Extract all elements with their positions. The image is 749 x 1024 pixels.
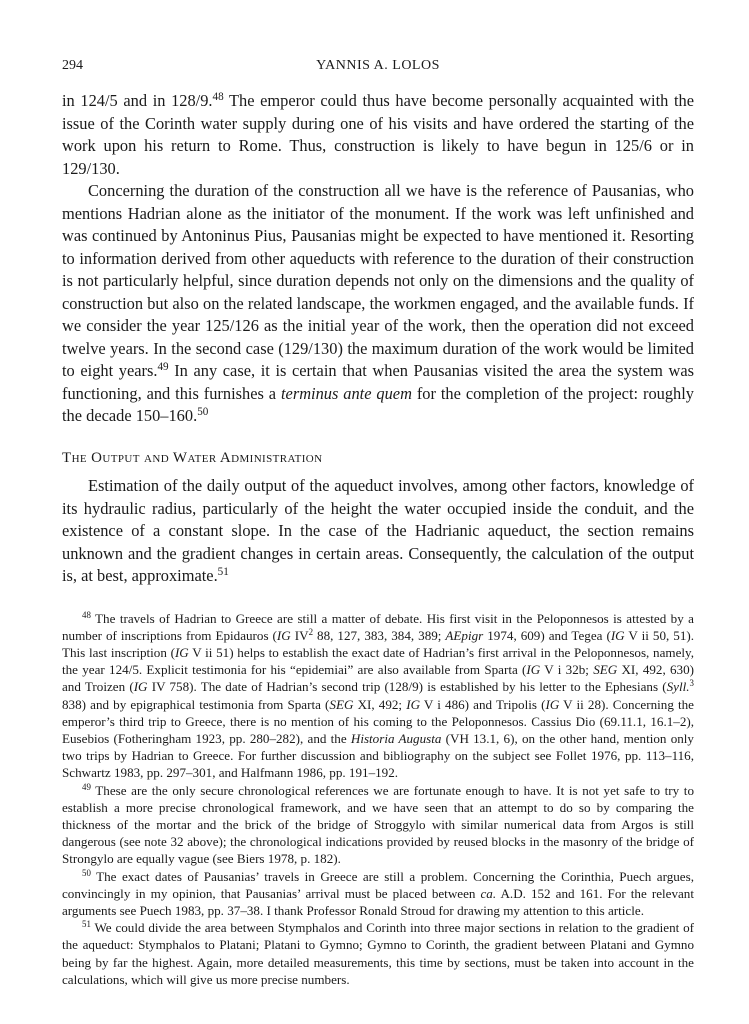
footnote: [62, 919, 694, 988]
italic-text: terminus ante quem: [280, 383, 412, 403]
text-run: V ii 28). Concerning the emperor’s third trip to Greece, there is no mention of his coming to the Peloponnesos. Cassius Dio (69.11.1, 16.1–2), Eusebios (Fotheringham 1923, pp. 280–282), and the: [62, 696, 694, 746]
italic-text: SEG: [593, 662, 618, 678]
text-run: XI, 492, 630) and Troizen (: [62, 662, 695, 695]
text-run: Estimation of the daily output of the aqueduct involves, among other factors, knowledge of its hydraulic radius, particularly of the height the water occupied inside the conduit, and the existence of a constant slope. In the case of the Hadrianic aqueduct, the section remains unknown and the gradient changes in certain areas. Consequently, the calculation of the output is, at best, approximate.: [62, 476, 694, 585]
body-text: [62, 90, 694, 588]
note-ref: 49: [157, 360, 169, 373]
text-run: IV 758). The date of Hadrian’s second trip (128/9) is established by his letter to the Ephesians (: [147, 679, 667, 695]
italic-text: IG: [133, 679, 148, 695]
italic-text: Syll.: [666, 679, 690, 695]
paragraphs: [62, 90, 694, 428]
text-run: In any case, it is certain that when Pausanias visited the area the system was functioning, and this furnishes a: [62, 361, 694, 403]
italic-text: SEG: [329, 696, 354, 712]
note-ref: 48: [212, 90, 224, 103]
text-run: XI, 492;: [353, 696, 407, 712]
text-run: 1974, 609) and Tegea (: [483, 627, 611, 643]
running-head: YANNIS A. LOLOS: [316, 58, 440, 73]
italic-text: Historia Augusta: [350, 730, 442, 746]
text-run: The travels of Hadrian to Greece are still a matter of debate. His first visit in the Peloponnesos is attested by a number of inscriptions from Epidauros (: [62, 610, 694, 643]
section-title: The Output and Water Administration: [62, 449, 323, 466]
italic-text: IG: [610, 627, 625, 643]
text-run: in 124/5 and in 128/9.: [62, 91, 213, 110]
text-run: for the completion of the project: roughly the decade 150–160.: [62, 383, 694, 425]
note-ref: 50: [82, 867, 91, 878]
text-run: The exact dates of Pausanias’ travels in Greece are still a problem. Concerning the Corinthia, Puech argues, convincingly in my opinion, that Pausanias’ arrival must be placed between: [62, 868, 694, 901]
footnote: [62, 868, 694, 920]
italic-text: IG: [276, 627, 291, 643]
text-run: V ii 51) helps to establish the exact date of Hadrian’s first arrival in the Peloponnesos, namely, the year 124/5. Explicit testimonia for his “epidemiai” are also available from Sparta (: [62, 644, 694, 678]
italic-text: IG: [174, 644, 189, 660]
text-run: We could divide the area between Stymphalos and Corinth into three major sections in relation to the gradient of the aqueduct: Stymphalos to Platani; Platani to Gymno; Gymno to Corinth, the gradient between Platani and Gymno being by far the highest. Again, more detailed measurements, this time by sections, must be taken into account in the calculations, which will give us more precise numbers.: [62, 920, 694, 987]
text-run: V i 32b;: [540, 662, 594, 678]
note-ref: 48: [82, 609, 91, 620]
italic-text: IG: [545, 696, 560, 712]
text-run: V i 486) and Tripolis (: [420, 696, 546, 712]
text-run: V ii 50, 51). This last inscription (: [62, 627, 694, 660]
page: [62, 58, 694, 988]
paragraph: [62, 90, 694, 180]
text-run: IV: [290, 627, 309, 643]
note-ref: 51: [82, 919, 91, 930]
italic-text: IG: [406, 696, 421, 712]
text-run: Concerning the duration of the construction all we have is the reference of Pausanias, who mentions Hadrian alone as the initiator of the monument. If the work was left unfinished and was continued by Antoninus Pius, Pausanias might be expected to have mentioned it. Resorting to information derived from other aqueducts with reference to the duration of their construction is not particularly helpful, since duration depends not only on the dimensions and the quality of construction but also on the related landscape, the workmen engaged, and the available funds. If we consider the year 125/126 as the initial year of the work, then the operation did not exceed twelve years. In the second case (129/130) the maximum duration of the work would be limited to eight years.: [62, 181, 694, 380]
text-run: A.D. 152 and 161. For the relevant arguments see Puech 1983, pp. 37–38. I thank Professor Ronald Stroud for drawing my attention to this article.: [62, 885, 694, 918]
page-header: [62, 58, 694, 80]
section-paragraphs: [62, 475, 694, 588]
italic-text: AEpigr: [445, 627, 484, 643]
page-number: 294: [62, 58, 83, 73]
note-ref: 3: [689, 678, 694, 689]
paragraph: [62, 180, 694, 428]
italic-text: ca.: [480, 885, 497, 901]
footnotes: [62, 610, 694, 988]
text-run: 838) and by epigraphical testimonia from Sparta (: [62, 696, 330, 712]
note-ref: 50: [197, 405, 209, 418]
text-run: The emperor could thus have become personally acquainted with the issue of the Corinth water supply during one of his visits and have ordered the starting of the work upon his return to Rome. Thus, construction is likely to have begun in 125/6 or in 129/130.: [62, 91, 695, 178]
footnote: [62, 610, 694, 782]
text-run: These are the only secure chronological references we are fortunate enough to have. It is not yet safe to try to establish a more precise chronological framework, and we have seen that an attempt to do so by comparing the thickness of the mortar and the brick of the bridge of Stroggylo with similar numerical data from Argos is still dangerous (see note 32 above); the chronological indications provided by reused blocks in the masonry of the bridge of Strongylo are equally vague (see Biers 1978, p. 182).: [62, 782, 694, 867]
footnote: [62, 782, 694, 868]
text-run: 88, 127, 383, 384, 389;: [313, 627, 446, 643]
note-ref: 2: [308, 626, 314, 637]
italic-text: IG: [526, 662, 541, 678]
note-ref: 51: [217, 565, 229, 578]
text-run: (VH 13.1, 6), on the other hand, mention only two trips by Hadrian to Greece. For further discussion and bibliography on the subject see Follet 1976, pp. 113–116, Schwartz 1983, pp. 297–301, and Halfmann 1986, pp. 191–192.: [62, 730, 694, 781]
note-ref: 49: [82, 781, 91, 792]
paragraph: [62, 475, 694, 588]
